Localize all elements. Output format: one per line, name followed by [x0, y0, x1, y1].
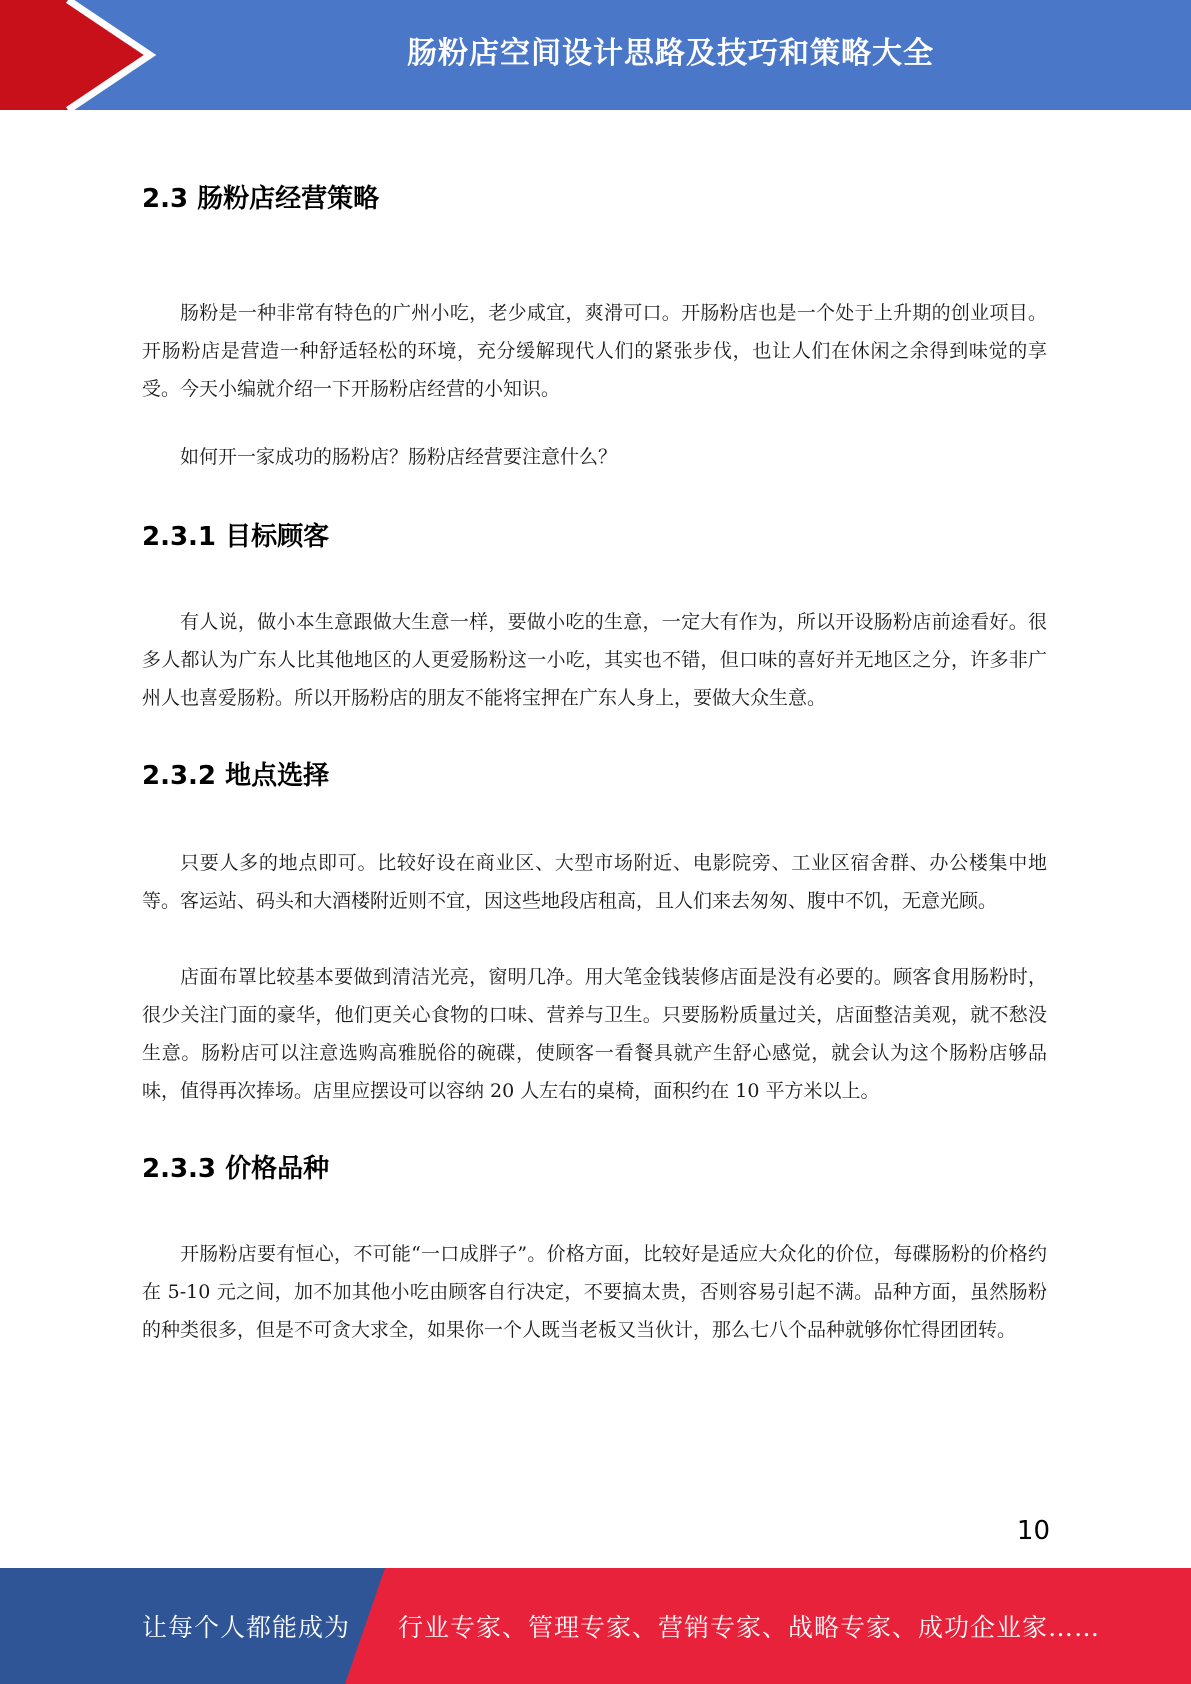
paragraph: 开肠粉店要有恒心，不可能“一口成胖子”。价格方面，比较好是适应大众化的价位，每碟肠粉的价格约在 5-10 元之间，加不加其他小吃由顾客自行决定，不要搞太贵，否则容易引起不满。品种方面，虽然肠粉的种类很多，但是不可贪大求全，如果你一个人既当老板又当伙计，那么七八个品种就够你忙得团团转。: [142, 1243, 1047, 1341]
paragraph: 店面布罩比较基本要做到清洁光亮，窗明几净。用大笔金钱装修店面是没有必要的。顾客食用肠粉时，很少关注门面的豪华，他们更关心食物的口味、营养与卫生。只要肠粉质量过关，店面整洁美观，就不愁没生意。肠粉店可以注意选购高雅脱俗的碗碟，使顾客一看餐具就产生舒心感觉，就会认为这个肠粉店够品味，值得再次捧场。店里应摆设可以容纳 20 人左右的桌椅，面积约在 10 平方米以上。: [142, 966, 1047, 1102]
header-banner: [0, 0, 1191, 110]
paragraph: 如何开一家成功的肠粉店？肠粉店经营要注意什么？: [180, 446, 618, 468]
footer-banner: [0, 1568, 1191, 1684]
section-heading-2-3: 2.3 肠粉店经营策略: [142, 184, 380, 214]
chevron-arrow-icon: [0, 0, 160, 110]
page-number: 10: [1016, 1516, 1050, 1546]
paragraph: 肠粉是一种非常有特色的广州小吃，老少咸宜，爽滑可口。开肠粉店也是一个处于上升期的创业项目。开肠粉店是营造一种舒适轻松的环境，充分缓解现代人们的紧张步伐，也让人们在休闲之余得到味觉的享受。今天小编就介绍一下开肠粉店经营的小知识。: [142, 302, 1047, 400]
document-title: 肠粉店空间设计思路及技巧和策略大全: [407, 36, 934, 71]
paragraph: 有人说，做小本生意跟做大生意一样，要做小吃的生意，一定大有作为，所以开设肠粉店前途看好。很多人都认为广东人比其他地区的人更爱肠粉这一小吃，其实也不错，但口味的喜好并无地区之分，许多非广州人也喜爱肠粉。所以开肠粉店的朋友不能将宝押在广东人身上，要做大众生意。: [142, 611, 1047, 709]
main-content: [142, 178, 1047, 1349]
section-heading-2-3-2: 2.3.2 地点选择: [142, 761, 330, 791]
footer-slogan-right: 行业专家、管理专家、营销专家、战略专家、成功企业家……: [398, 1613, 1101, 1642]
section-heading-2-3-3: 2.3.3 价格品种: [142, 1154, 330, 1184]
paragraph: 只要人多的地点即可。比较好设在商业区、大型市场附近、电影院旁、工业区宿舍群、办公楼集中地等。客运站、码头和大酒楼附近则不宜，因这些地段店租高，且人们来去匆匆、腹中不饥，无意光顾。: [142, 852, 1047, 912]
section-heading-2-3-1: 2.3.1 目标顾客: [142, 522, 330, 552]
footer-slogan-left: 让每个人都能成为: [142, 1613, 351, 1642]
